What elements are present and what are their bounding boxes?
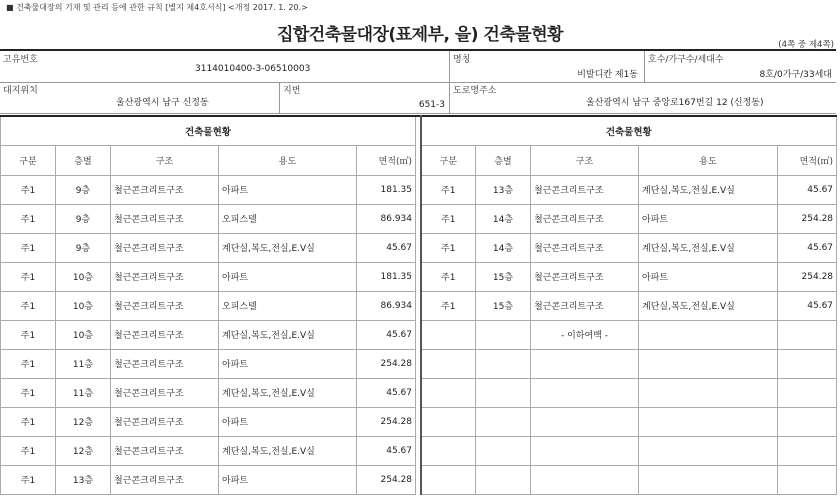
right-empty-cell-structure	[531, 349, 639, 378]
col-header-division: 구분	[1, 145, 56, 175]
road-label: 도로명주소	[453, 86, 497, 96]
left-cell-division: 주1	[1, 407, 56, 436]
right-cell-structure: 철근콘크리트구조	[531, 204, 639, 233]
left-cell-structure: 철근콘크리트구조	[111, 320, 219, 349]
left-cell-structure: 철근콘크리트구조	[111, 291, 219, 320]
left-cell-floor: 12층	[56, 407, 111, 436]
lot-value: 651-3	[418, 100, 445, 110]
col-header-use: 용도	[219, 145, 357, 175]
right-cell-area: 254.28	[778, 262, 837, 291]
left-cell-division: 주1	[1, 204, 56, 233]
right-cell-floor: 13층	[476, 175, 531, 204]
left-cell-division: 주1	[1, 465, 56, 494]
left-cell-floor: 11층	[56, 378, 111, 407]
left-cell-area: 254.28	[357, 465, 416, 494]
left-cell-structure: 철근콘크리트구조	[111, 465, 219, 494]
left-cell-floor: 10층	[56, 291, 111, 320]
unique-no-cell	[0, 51, 450, 82]
right-cell-floor: 14층	[476, 233, 531, 262]
right-cell-floor: 15층	[476, 262, 531, 291]
unique-no-label: 고유번호	[3, 55, 38, 65]
right-empty-cell-division	[421, 407, 476, 436]
table-row	[1, 436, 837, 465]
left-cell-area: 45.67	[357, 233, 416, 262]
site-label: 대지위치	[3, 86, 38, 96]
left-cell-division: 주1	[1, 175, 56, 204]
left-cell-use: 계단실,복도,전실,E.V실	[219, 378, 357, 407]
right-cell-area: 45.67	[778, 175, 837, 204]
table-row	[1, 407, 837, 436]
right-cell-division: 주1	[421, 204, 476, 233]
right-cell-use: 아파트	[639, 204, 778, 233]
right-cell-use: 계단실,복도,전실,E.V실	[639, 233, 778, 262]
building-status-table	[0, 115, 837, 495]
right-cell-area: 254.28	[778, 204, 837, 233]
units-value: 8호/0가구/33세대	[759, 70, 832, 80]
right-empty-cell-structure	[531, 407, 639, 436]
left-cell-structure: 철근콘크리트구조	[111, 436, 219, 465]
left-cell-use: 오피스텔	[219, 204, 357, 233]
right-empty-cell-floor	[476, 465, 531, 494]
left-cell-division: 주1	[1, 349, 56, 378]
col-header-floor: 층별	[476, 145, 531, 175]
left-cell-structure: 철근콘크리트구조	[111, 233, 219, 262]
col-header-use: 용도	[639, 145, 778, 175]
left-cell-use: 계단실,복도,전실,E.V실	[219, 320, 357, 349]
left-cell-structure: 철근콘크리트구조	[111, 378, 219, 407]
right-empty-cell-structure	[531, 436, 639, 465]
name-cell	[450, 51, 645, 82]
left-cell-area: 86.934	[357, 291, 416, 320]
table-row	[1, 175, 837, 204]
left-cell-floor: 11층	[56, 349, 111, 378]
section-title-row	[1, 116, 837, 145]
left-cell-area: 254.28	[357, 407, 416, 436]
right-cell-division: 주1	[421, 233, 476, 262]
left-cell-area: 254.28	[357, 349, 416, 378]
right-cell-division: 주1	[421, 175, 476, 204]
right-cell-floor: 15층	[476, 291, 531, 320]
col-header-structure: 구조	[531, 145, 639, 175]
left-cell-floor: 9층	[56, 204, 111, 233]
left-cell-use: 아파트	[219, 465, 357, 494]
right-empty-cell-use	[639, 465, 778, 494]
table-row	[1, 233, 837, 262]
left-cell-area: 45.67	[357, 436, 416, 465]
units-label: 호수/가구수/세대수	[648, 55, 724, 65]
right-empty-cell-floor	[476, 436, 531, 465]
left-cell-use: 아파트	[219, 175, 357, 204]
right-empty-cell-use	[639, 407, 778, 436]
right-cell-structure: 철근콘크리트구조	[531, 291, 639, 320]
left-section-title: 건축물현황	[1, 116, 416, 145]
lot-cell	[280, 82, 450, 113]
header-row-1	[0, 51, 836, 83]
right-empty-cell-structure	[531, 465, 639, 494]
left-cell-floor: 13층	[56, 465, 111, 494]
col-header-structure: 구조	[111, 145, 219, 175]
right-cell-area: 45.67	[778, 291, 837, 320]
right-empty-cell-area	[778, 436, 837, 465]
left-cell-area: 45.67	[357, 378, 416, 407]
table-row	[1, 204, 837, 233]
right-cell-use: 계단실,복도,전실,E.V실	[639, 175, 778, 204]
table-row	[1, 320, 837, 349]
right-cell-structure: 철근콘크리트구조	[531, 175, 639, 204]
right-empty-cell-structure	[531, 378, 639, 407]
table-row	[1, 465, 837, 494]
right-empty-cell-division	[421, 465, 476, 494]
right-cell-structure: 철근콘크리트구조	[531, 262, 639, 291]
table-row	[1, 349, 837, 378]
column-header-row	[1, 145, 837, 175]
right-cell-division: 주1	[421, 262, 476, 291]
left-cell-structure: 철근콘크리트구조	[111, 349, 219, 378]
table-row	[1, 262, 837, 291]
left-cell-structure: 철근콘크리트구조	[111, 262, 219, 291]
left-cell-area: 181.35	[357, 175, 416, 204]
right-empty-cell-division	[421, 378, 476, 407]
right-cell-use: 아파트	[639, 262, 778, 291]
end-note: - 이하여백 -	[531, 320, 639, 349]
left-cell-area: 181.35	[357, 262, 416, 291]
right-cell-floor: 14층	[476, 204, 531, 233]
right-cell-structure: 철근콘크리트구조	[531, 233, 639, 262]
right-empty-cell-floor	[476, 407, 531, 436]
right-empty-cell-floor	[476, 378, 531, 407]
left-cell-structure: 철근콘크리트구조	[111, 407, 219, 436]
right-cell-division: 주1	[421, 291, 476, 320]
col-header-division: 구분	[421, 145, 476, 175]
right-cell-use: 계단실,복도,전실,E.V실	[639, 291, 778, 320]
left-cell-use: 오피스텔	[219, 291, 357, 320]
left-cell-floor: 9층	[56, 233, 111, 262]
col-header-floor: 층별	[56, 145, 111, 175]
left-cell-floor: 10층	[56, 320, 111, 349]
right-empty-cell-division	[421, 436, 476, 465]
name-label: 명칭	[453, 55, 471, 65]
left-cell-area: 45.67	[357, 320, 416, 349]
left-cell-structure: 철근콘크리트구조	[111, 204, 219, 233]
col-header-area: 면적(㎡)	[778, 145, 837, 175]
right-cell-area: 45.67	[778, 233, 837, 262]
left-cell-floor: 12층	[56, 436, 111, 465]
table-row	[1, 378, 837, 407]
left-cell-use: 계단실,복도,전실,E.V실	[219, 436, 357, 465]
left-cell-use: 아파트	[219, 407, 357, 436]
units-cell	[645, 51, 836, 82]
right-empty-cell-division	[421, 349, 476, 378]
road-value: 울산광역시 남구 중앙로167번길 12 (신정동)	[586, 98, 764, 108]
document-header	[0, 49, 836, 110]
site-cell	[0, 82, 280, 113]
name-value: 비발디칸 제1동	[577, 70, 638, 80]
left-cell-use: 아파트	[219, 349, 357, 378]
right-empty-cell-area	[778, 465, 837, 494]
left-cell-structure: 철근콘크리트구조	[111, 175, 219, 204]
document-title: 집합건축물대장(표제부, 을) 건축물현황	[276, 25, 564, 45]
left-cell-division: 주1	[1, 262, 56, 291]
header-row-2	[0, 82, 836, 114]
left-cell-division: 주1	[1, 233, 56, 262]
legal-note: ■ 건축물대장의 기재 및 관리 등에 관한 규칙 [별지 제4호서식] <개정 2017. 1. 20.>	[6, 3, 308, 12]
road-cell	[450, 82, 836, 113]
left-cell-use: 계단실,복도,전실,E.V실	[219, 233, 357, 262]
col-header-area: 면적(㎡)	[357, 145, 416, 175]
left-cell-area: 86.934	[357, 204, 416, 233]
left-cell-division: 주1	[1, 378, 56, 407]
right-empty-cell-use	[639, 436, 778, 465]
left-cell-division: 주1	[1, 320, 56, 349]
right-empty-cell-floor	[476, 349, 531, 378]
site-value: 울산광역시 남구 신정동	[116, 98, 209, 108]
right-section-title: 건축물현황	[421, 116, 837, 145]
left-cell-division: 주1	[1, 291, 56, 320]
table-row	[1, 291, 837, 320]
left-cell-use: 아파트	[219, 262, 357, 291]
page-info: (4쪽 중 제4쪽)	[778, 40, 834, 50]
table-body	[1, 116, 837, 494]
lot-label: 지번	[283, 86, 301, 96]
right-empty-cell-area	[778, 407, 837, 436]
right-empty-cell-use	[639, 349, 778, 378]
right-empty-cell-area	[778, 378, 837, 407]
unique-no-value: 3114010400-3-06510003	[195, 64, 311, 74]
left-cell-division: 주1	[1, 436, 56, 465]
right-empty-cell-use	[639, 378, 778, 407]
right-empty-cell-area	[778, 349, 837, 378]
left-cell-floor: 9층	[56, 175, 111, 204]
left-cell-floor: 10층	[56, 262, 111, 291]
